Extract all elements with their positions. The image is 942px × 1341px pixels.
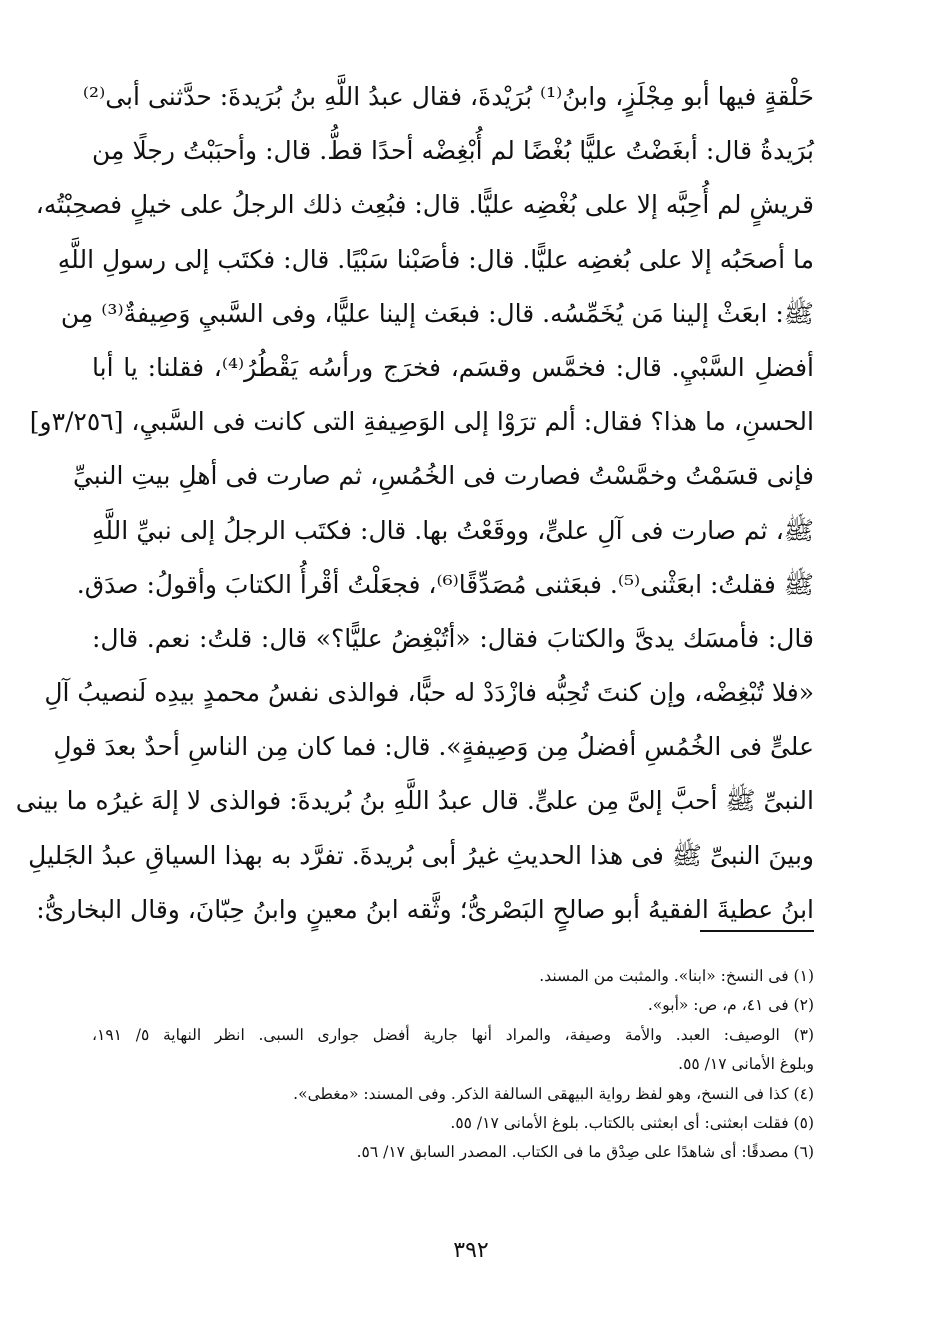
footnote-separator (700, 930, 814, 932)
text-line: علىٍّ فى الخُمُسِ أفضلُ مِن وَصِيفةٍ». قال: فما كان مِن الناسِ أحدٌ بعدَ قولِ (53, 732, 814, 762)
text-line: ابنُ عطيةَ الفقيهُ أبو صالحٍ البَصْرىُّ؛ وثَّقه ابنُ معينٍ وابنُ حِبّانَ، وقال البخارىُّ: (36, 894, 814, 924)
text-line: قال: فأمسَك يدىَّ والكتابَ فقال: «أتُبْغِضُ عليًّا؟» قال: قلتُ: نعم. قال: (92, 623, 814, 653)
page-number: ٣٩٢ (453, 1238, 489, 1263)
text-line: ما أصحَبُه إلا على بُغضِه عليًّا. قال: فأصَبْنا سَبْيًا. قال: فكتَب إلى رسولِ اللَّهِ (57, 244, 814, 274)
text-line: فإنى قسَمْتُ وخمَّسْتُ فصارت فى الخُمُسِ، ثم صارت فى أهلِ بيتِ النبيِّ (72, 461, 814, 491)
text-line: ﷺ: ابعَثْ إلينا مَن يُخَمِّسُه. قال: فبعَث إلينا عليًّا، وفى السَّبيِ وَصِيفةٌ⁽³⁾ مِن (60, 298, 814, 328)
footnotes (92, 962, 814, 1168)
footnote-continuation: وبلوغ الأمانى ١٧/ ٥٥. (678, 1055, 814, 1074)
footnote: (٥) فقلت ابعثنى: أى ابعثنى بالكتاب. بلوغ الأمانى ١٧/ ٥٥. (450, 1113, 814, 1132)
footnote: (١) فى النسخ: «ابنا». والمثبت من المسند. (539, 967, 814, 985)
text-line: وبينَ النبىِّ ﷺ فى هذا الحديثِ غيرُ أبى بُريدةَ. تفرَّد به بهذا السياقِ عبدُ الجَليلِ (28, 840, 814, 870)
text-line: ﷺ فقلتُ: ابعَثْنى⁽⁵⁾. فبعَثنى مُصَدِّقًا⁽⁶⁾، فجعَلْتُ أقْرأُ الكتابَ وأقولُ: صدَق. (76, 569, 814, 599)
text-line: حَلْقةٍ فيها أبو مِجْلَزٍ، وابنُ⁽¹⁾ بُرَيْدةَ، فقال عبدُ اللَّهِ بنُ بُرَيدةَ: حدَّثنى أبى⁽²⁾ (82, 82, 814, 111)
text-line: النبىِّ ﷺ أحبَّ إلىَّ مِن علىٍّ. قال عبدُ اللَّهِ بنُ بُريدةَ: فوالذى لا إلهَ غيرُه ما بينى (15, 786, 814, 816)
text-line: ﷺ، ثم صارت فى آلِ علىٍّ، ووقَعْتُ بها. قال: فكتَب الرجلُ إلى نبيِّ اللَّهِ (92, 515, 814, 545)
text-line: الحسنِ، ما هذا؟ فقال: ألم ترَوْا إلى الوَصِيفةِ التى كانت فى السَّبيِ، [٣/٢٥٦و] (29, 407, 814, 437)
footnote: (٣) الوصيف: العبد. والأمة وصيفة، والمراد أنها جارية أفضل جوارى السبى. انظر النهاية ٥/ ١٩١، (92, 1025, 815, 1044)
footnote: (٦) مصدقًا: أى شاهدًا على صِدْق ما فى الكتاب. المصدر السابق ١٧/ ٥٦. (356, 1143, 814, 1162)
main-text (15, 70, 814, 937)
text-line: أفضلِ السَّبْيِ. قال: فخمَّس وقسَم، فخرَج ورأسُه يَقْطُرُ⁽⁴⁾، فقلنا: يا أبا (92, 352, 814, 382)
footnote: (٤) كذا فى النسخ، وهو لفظ رواية البيهقى السالفة الذكر. وفى المسند: «مغطى». (293, 1084, 814, 1103)
text-line: قريشٍ لم أُحِبَّه إلا على بُغْضِه عليًّا. قال: فبُعِث ذلك الرجلُ على خيلٍ فصحِبْتُه، (35, 190, 814, 220)
footnote: (٢) فى ٤١، م، ص: «أبو». (647, 996, 814, 1015)
text-line: «فلا تُبْغِضْه، وإن كنتَ تُحِبُّه فازْدَدْ له حبًّا، فوالذى نفسُ محمدٍ بيدِه لَنصيبُ آلِ (44, 678, 814, 708)
text-line: بُرَيدةُ قال: أبغَضْتُ عليًّا بُغْضًا لم أُبْغِضْه أحدًا قطُّ. قال: وأحبَبْتُ رجلًا مِن (92, 136, 814, 166)
